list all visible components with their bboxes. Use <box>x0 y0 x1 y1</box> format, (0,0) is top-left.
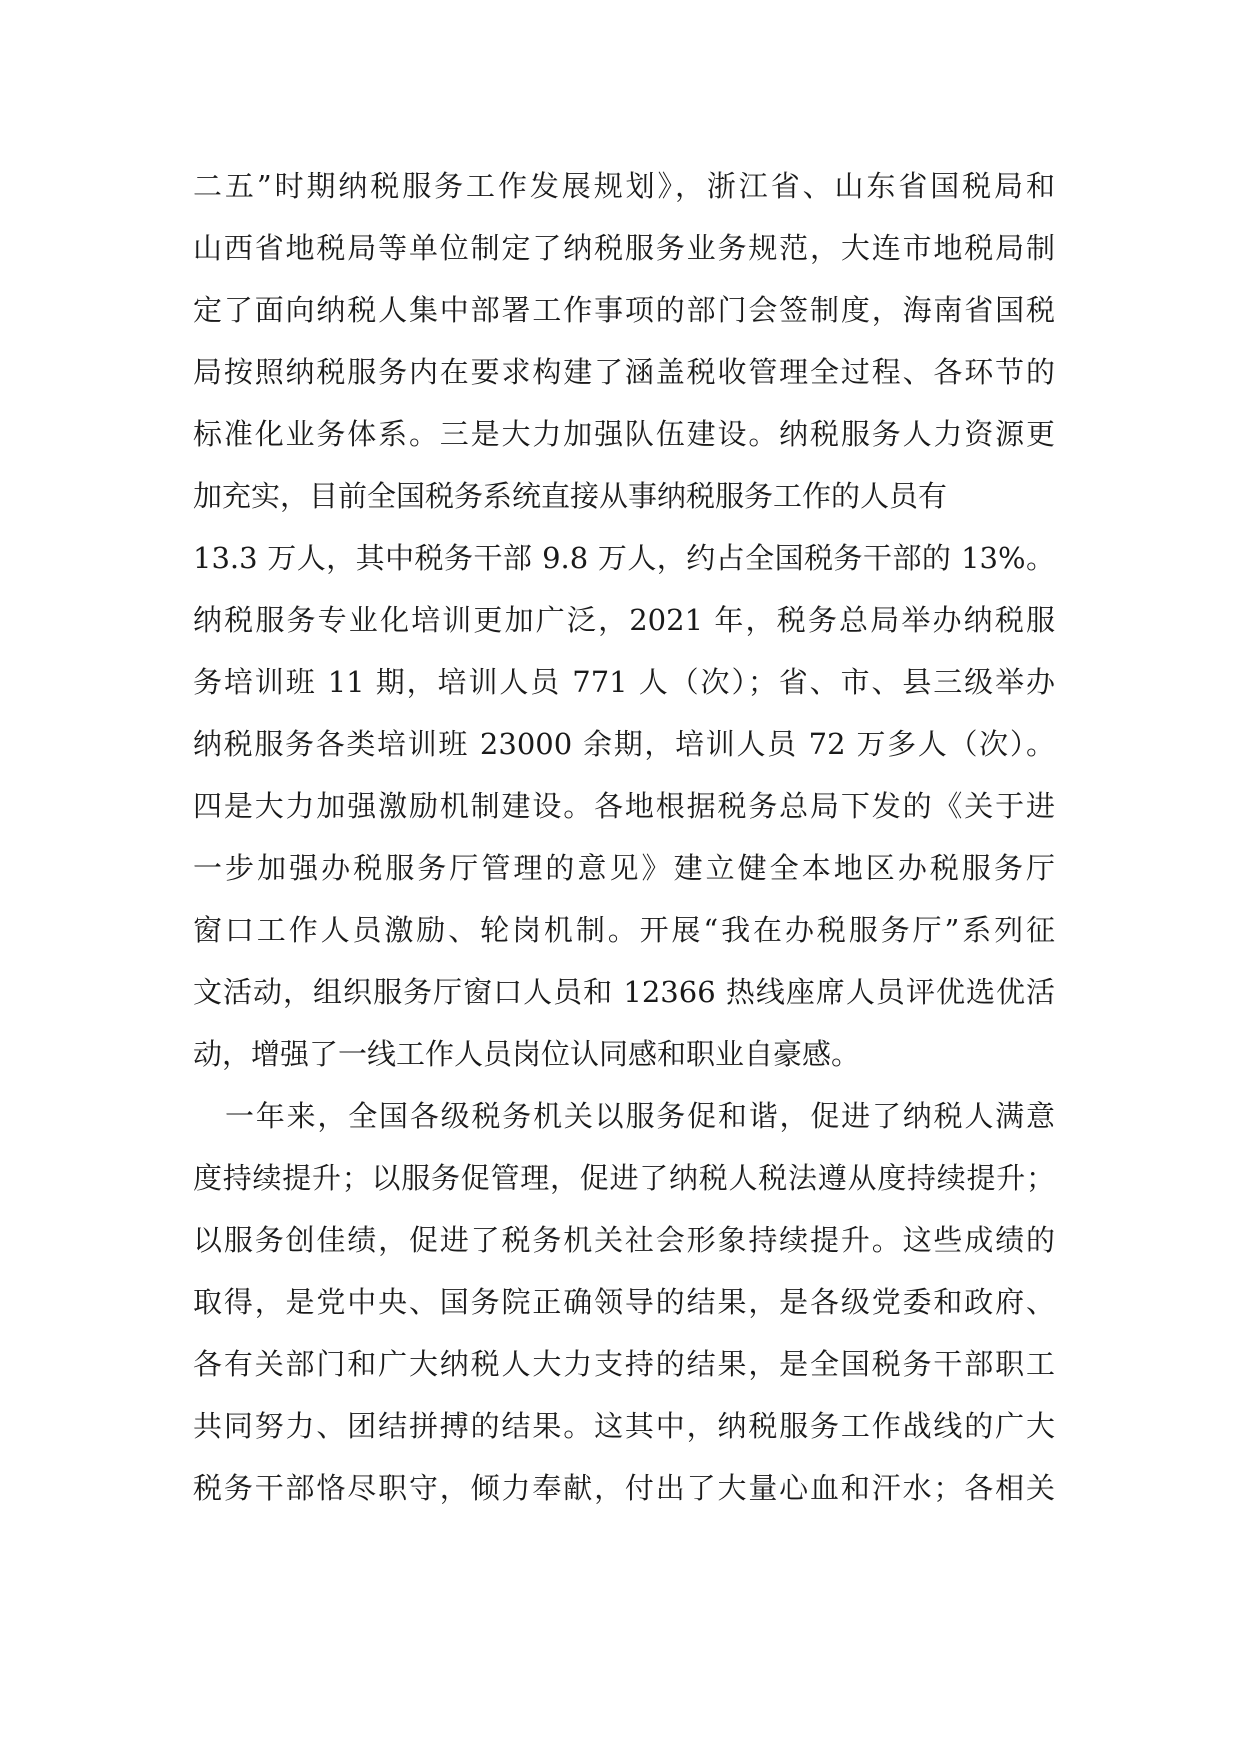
text-line-15: 动，增强了一线工作人员岗位认同感和职业自豪感。 <box>193 1037 861 1071</box>
text-line-6: 加充实，目前全国税务系统直接从事纳税服务工作的人员有 <box>193 479 948 513</box>
text-line-12: 一步加强办税服务厅管理的意见》建立健全本地区办税服务厅 <box>193 851 1055 885</box>
text-line-13: 窗口工作人员激励、轮岗机制。开展“我在办税服务厅”系列征 <box>193 913 1055 947</box>
body-text <box>193 155 1055 1519</box>
text-line-7: 13.3 万人，其中税务干部 9.8 万人，约占全国税务干部的 13%。 <box>193 541 1055 575</box>
text-line-16: 一年来，全国各级税务机关以服务促和谐，促进了纳税人满意 <box>225 1099 1055 1133</box>
text-line-8: 纳税服务专业化培训更加广泛，2021 年，税务总局举办纳税服 <box>193 603 1055 637</box>
text-line-9: 务培训班 11 期，培训人员 771 人（次）；省、市、县三级举办 <box>193 665 1055 699</box>
text-line-5: 标准化业务体系。三是大力加强队伍建设。纳税服务人力资源更 <box>193 417 1055 451</box>
text-line-18: 以服务创佳绩，促进了税务机关社会形象持续提升。这些成绩的 <box>193 1223 1055 1257</box>
text-line-10: 纳税服务各类培训班 23000 余期，培训人员 72 万多人（次）。 <box>193 727 1055 761</box>
text-line-22: 税务干部恪尽职守，倾力奉献，付出了大量心血和汗水；各相关 <box>193 1471 1055 1505</box>
text-line-1: 二五”时期纳税服务工作发展规划》，浙江省、山东省国税局和 <box>193 169 1055 203</box>
text-line-2: 山西省地税局等单位制定了纳税服务业务规范，大连市地税局制 <box>193 231 1055 265</box>
text-line-3: 定了面向纳税人集中部署工作事项的部门会签制度，海南省国税 <box>193 293 1055 327</box>
text-line-21: 共同努力、团结拼搏的结果。这其中，纳税服务工作战线的广大 <box>193 1409 1055 1443</box>
text-line-4: 局按照纳税服务内在要求构建了涵盖税收管理全过程、各环节的 <box>193 355 1055 389</box>
text-line-20: 各有关部门和广大纳税人大力支持的结果，是全国税务干部职工 <box>193 1347 1055 1381</box>
text-line-11: 四是大力加强激励机制建设。各地根据税务总局下发的《关于进 <box>193 789 1055 823</box>
text-line-17: 度持续提升；以服务促管理，促进了纳税人税法遵从度持续提升； <box>193 1161 1055 1195</box>
text-line-14: 文活动，组织服务厅窗口人员和 12366 热线座席人员评优选优活 <box>193 975 1055 1009</box>
text-line-19: 取得，是党中央、国务院正确领导的结果，是各级党委和政府、 <box>193 1285 1055 1319</box>
